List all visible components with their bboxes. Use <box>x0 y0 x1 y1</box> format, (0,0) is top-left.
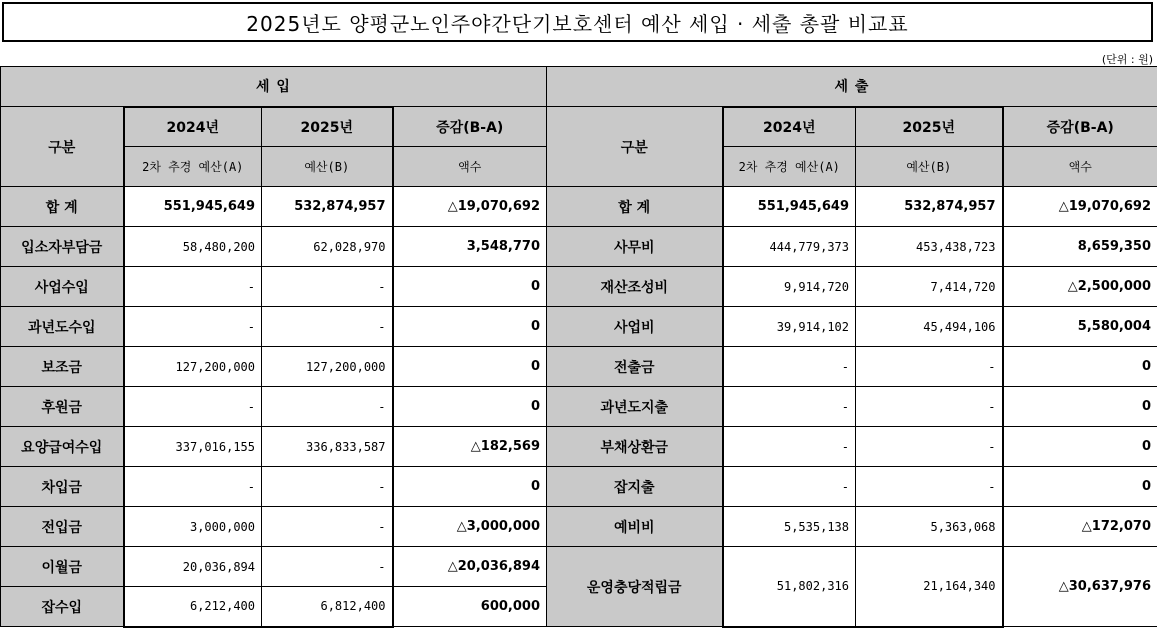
revenue-2025-value: 532,874,957 <box>262 187 393 227</box>
table-row <box>1 427 1157 467</box>
expense-2024-value: - <box>723 427 856 467</box>
expense-diff-value: 0 <box>1003 427 1157 467</box>
table-row <box>1 507 1157 547</box>
revenue-2024-value: 337,016,155 <box>124 427 262 467</box>
expense-diff-value: 0 <box>1003 387 1157 427</box>
revenue-2024-value: 3,000,000 <box>124 507 262 547</box>
expense-2025-value: - <box>856 387 1003 427</box>
expense-section-header: 세 출 <box>547 67 1157 107</box>
revenue-2025-value: - <box>262 267 393 307</box>
revenue-2024-value: 6,212,400 <box>124 587 262 627</box>
expense-2024-value: 39,914,102 <box>723 307 856 347</box>
page-title: 2025년도 양평군노인주야간단기보호센터 예산 세입 · 세출 총괄 비교표 <box>2 2 1153 42</box>
expense-2024-value: - <box>723 387 856 427</box>
revenue-2024-value: 58,480,200 <box>124 227 262 267</box>
expense-col-2025: 2025년 <box>856 107 1003 147</box>
revenue-diff-value: 0 <box>393 307 547 347</box>
revenue-col-diff: 증감(B-A) <box>393 107 547 147</box>
revenue-row-label: 입소자부담금 <box>1 227 124 267</box>
expense-row-label: 합 계 <box>547 187 723 227</box>
expense-row-label: 잡지출 <box>547 467 723 507</box>
table-row <box>1 227 1157 267</box>
expense-row-label: 예비비 <box>547 507 723 547</box>
revenue-diff-value: △20,036,894 <box>393 547 547 587</box>
revenue-diff-value: 0 <box>393 387 547 427</box>
revenue-diff-value: △182,569 <box>393 427 547 467</box>
expense-row-label: 사업비 <box>547 307 723 347</box>
expense-row-label: 전출금 <box>547 347 723 387</box>
expense-2024-value: 444,779,373 <box>723 227 856 267</box>
expense-row-label: 부채상환금 <box>547 427 723 467</box>
expense-diff-value: 8,659,350 <box>1003 227 1157 267</box>
expense-row-label: 사무비 <box>547 227 723 267</box>
expense-diff-value: 0 <box>1003 467 1157 507</box>
revenue-col-2024-sub: 2차 추경 예산(A) <box>124 147 262 187</box>
expense-2024-value: 5,535,138 <box>723 507 856 547</box>
expense-2025-value: - <box>856 427 1003 467</box>
revenue-row-label: 전입금 <box>1 507 124 547</box>
revenue-2025-value: - <box>262 467 393 507</box>
revenue-row-label: 과년도수입 <box>1 307 124 347</box>
table-row <box>1 347 1157 387</box>
expense-2025-value: 453,438,723 <box>856 227 1003 267</box>
expense-row-label: 과년도지출 <box>547 387 723 427</box>
revenue-diff-value: 3,548,770 <box>393 227 547 267</box>
budget-comparison-table <box>0 66 1157 628</box>
revenue-col-2025: 2025년 <box>262 107 393 147</box>
expense-col-diff: 증감(B-A) <box>1003 107 1157 147</box>
revenue-row-label: 이월금 <box>1 547 124 587</box>
revenue-diff-value: 0 <box>393 267 547 307</box>
expense-2025-value: 21,164,340 <box>856 547 1003 627</box>
expense-2025-value: - <box>856 347 1003 387</box>
table-row <box>1 267 1157 307</box>
revenue-diff-value: 0 <box>393 347 547 387</box>
expense-2025-value: 532,874,957 <box>856 187 1003 227</box>
revenue-row-label: 보조금 <box>1 347 124 387</box>
expense-row-label: 운영충당적립금 <box>547 547 723 627</box>
expense-2025-value: 7,414,720 <box>856 267 1003 307</box>
revenue-col-2024: 2024년 <box>124 107 262 147</box>
expense-diff-value: △30,637,976 <box>1003 547 1157 627</box>
revenue-2024-value: - <box>124 387 262 427</box>
revenue-col-category: 구분 <box>1 107 124 187</box>
expense-diff-value: 0 <box>1003 347 1157 387</box>
revenue-row-label: 사업수입 <box>1 267 124 307</box>
revenue-2024-value: 127,200,000 <box>124 347 262 387</box>
expense-col-2024-sub: 2차 추경 예산(A) <box>723 147 856 187</box>
table-row <box>1 187 1157 227</box>
revenue-row-label: 합 계 <box>1 187 124 227</box>
revenue-2025-value: 336,833,587 <box>262 427 393 467</box>
expense-2024-value: 9,914,720 <box>723 267 856 307</box>
revenue-row-label: 잡수입 <box>1 587 124 627</box>
revenue-2024-value: 20,036,894 <box>124 547 262 587</box>
expense-2024-value: - <box>723 467 856 507</box>
expense-diff-value: △19,070,692 <box>1003 187 1157 227</box>
expense-2025-value: 5,363,068 <box>856 507 1003 547</box>
revenue-col-diff-sub: 액수 <box>393 147 547 187</box>
revenue-2024-value: - <box>124 467 262 507</box>
expense-2025-value: 45,494,106 <box>856 307 1003 347</box>
revenue-row-label: 후원금 <box>1 387 124 427</box>
revenue-2025-value: - <box>262 507 393 547</box>
revenue-col-2025-sub: 예산(B) <box>262 147 393 187</box>
revenue-2025-value: 6,812,400 <box>262 587 393 627</box>
revenue-2025-value: 62,028,970 <box>262 227 393 267</box>
expense-col-category: 구분 <box>547 107 723 187</box>
revenue-2025-value: - <box>262 387 393 427</box>
expense-2024-value: 551,945,649 <box>723 187 856 227</box>
table-row <box>1 547 1157 587</box>
revenue-2025-value: - <box>262 547 393 587</box>
expense-diff-value: △172,070 <box>1003 507 1157 547</box>
expense-diff-value: △2,500,000 <box>1003 267 1157 307</box>
revenue-diff-value: △19,070,692 <box>393 187 547 227</box>
expense-row-label: 재산조성비 <box>547 267 723 307</box>
expense-2025-value: - <box>856 467 1003 507</box>
table-row <box>1 467 1157 507</box>
revenue-2024-value: 551,945,649 <box>124 187 262 227</box>
expense-col-2024: 2024년 <box>723 107 856 147</box>
revenue-section-header: 세 입 <box>1 67 547 107</box>
revenue-diff-value: △3,000,000 <box>393 507 547 547</box>
revenue-diff-value: 600,000 <box>393 587 547 627</box>
table-row <box>1 387 1157 427</box>
expense-2024-value: - <box>723 347 856 387</box>
revenue-diff-value: 0 <box>393 467 547 507</box>
expense-diff-value: 5,580,004 <box>1003 307 1157 347</box>
unit-label: (단위 : 원) <box>1102 51 1153 67</box>
revenue-2025-value: 127,200,000 <box>262 347 393 387</box>
expense-col-diff-sub: 액수 <box>1003 147 1157 187</box>
expense-2024-value: 51,802,316 <box>723 547 856 627</box>
revenue-2025-value: - <box>262 307 393 347</box>
revenue-2024-value: - <box>124 307 262 347</box>
revenue-2024-value: - <box>124 267 262 307</box>
revenue-row-label: 차입금 <box>1 467 124 507</box>
expense-col-2025-sub: 예산(B) <box>856 147 1003 187</box>
revenue-row-label: 요양급여수입 <box>1 427 124 467</box>
table-row <box>1 307 1157 347</box>
